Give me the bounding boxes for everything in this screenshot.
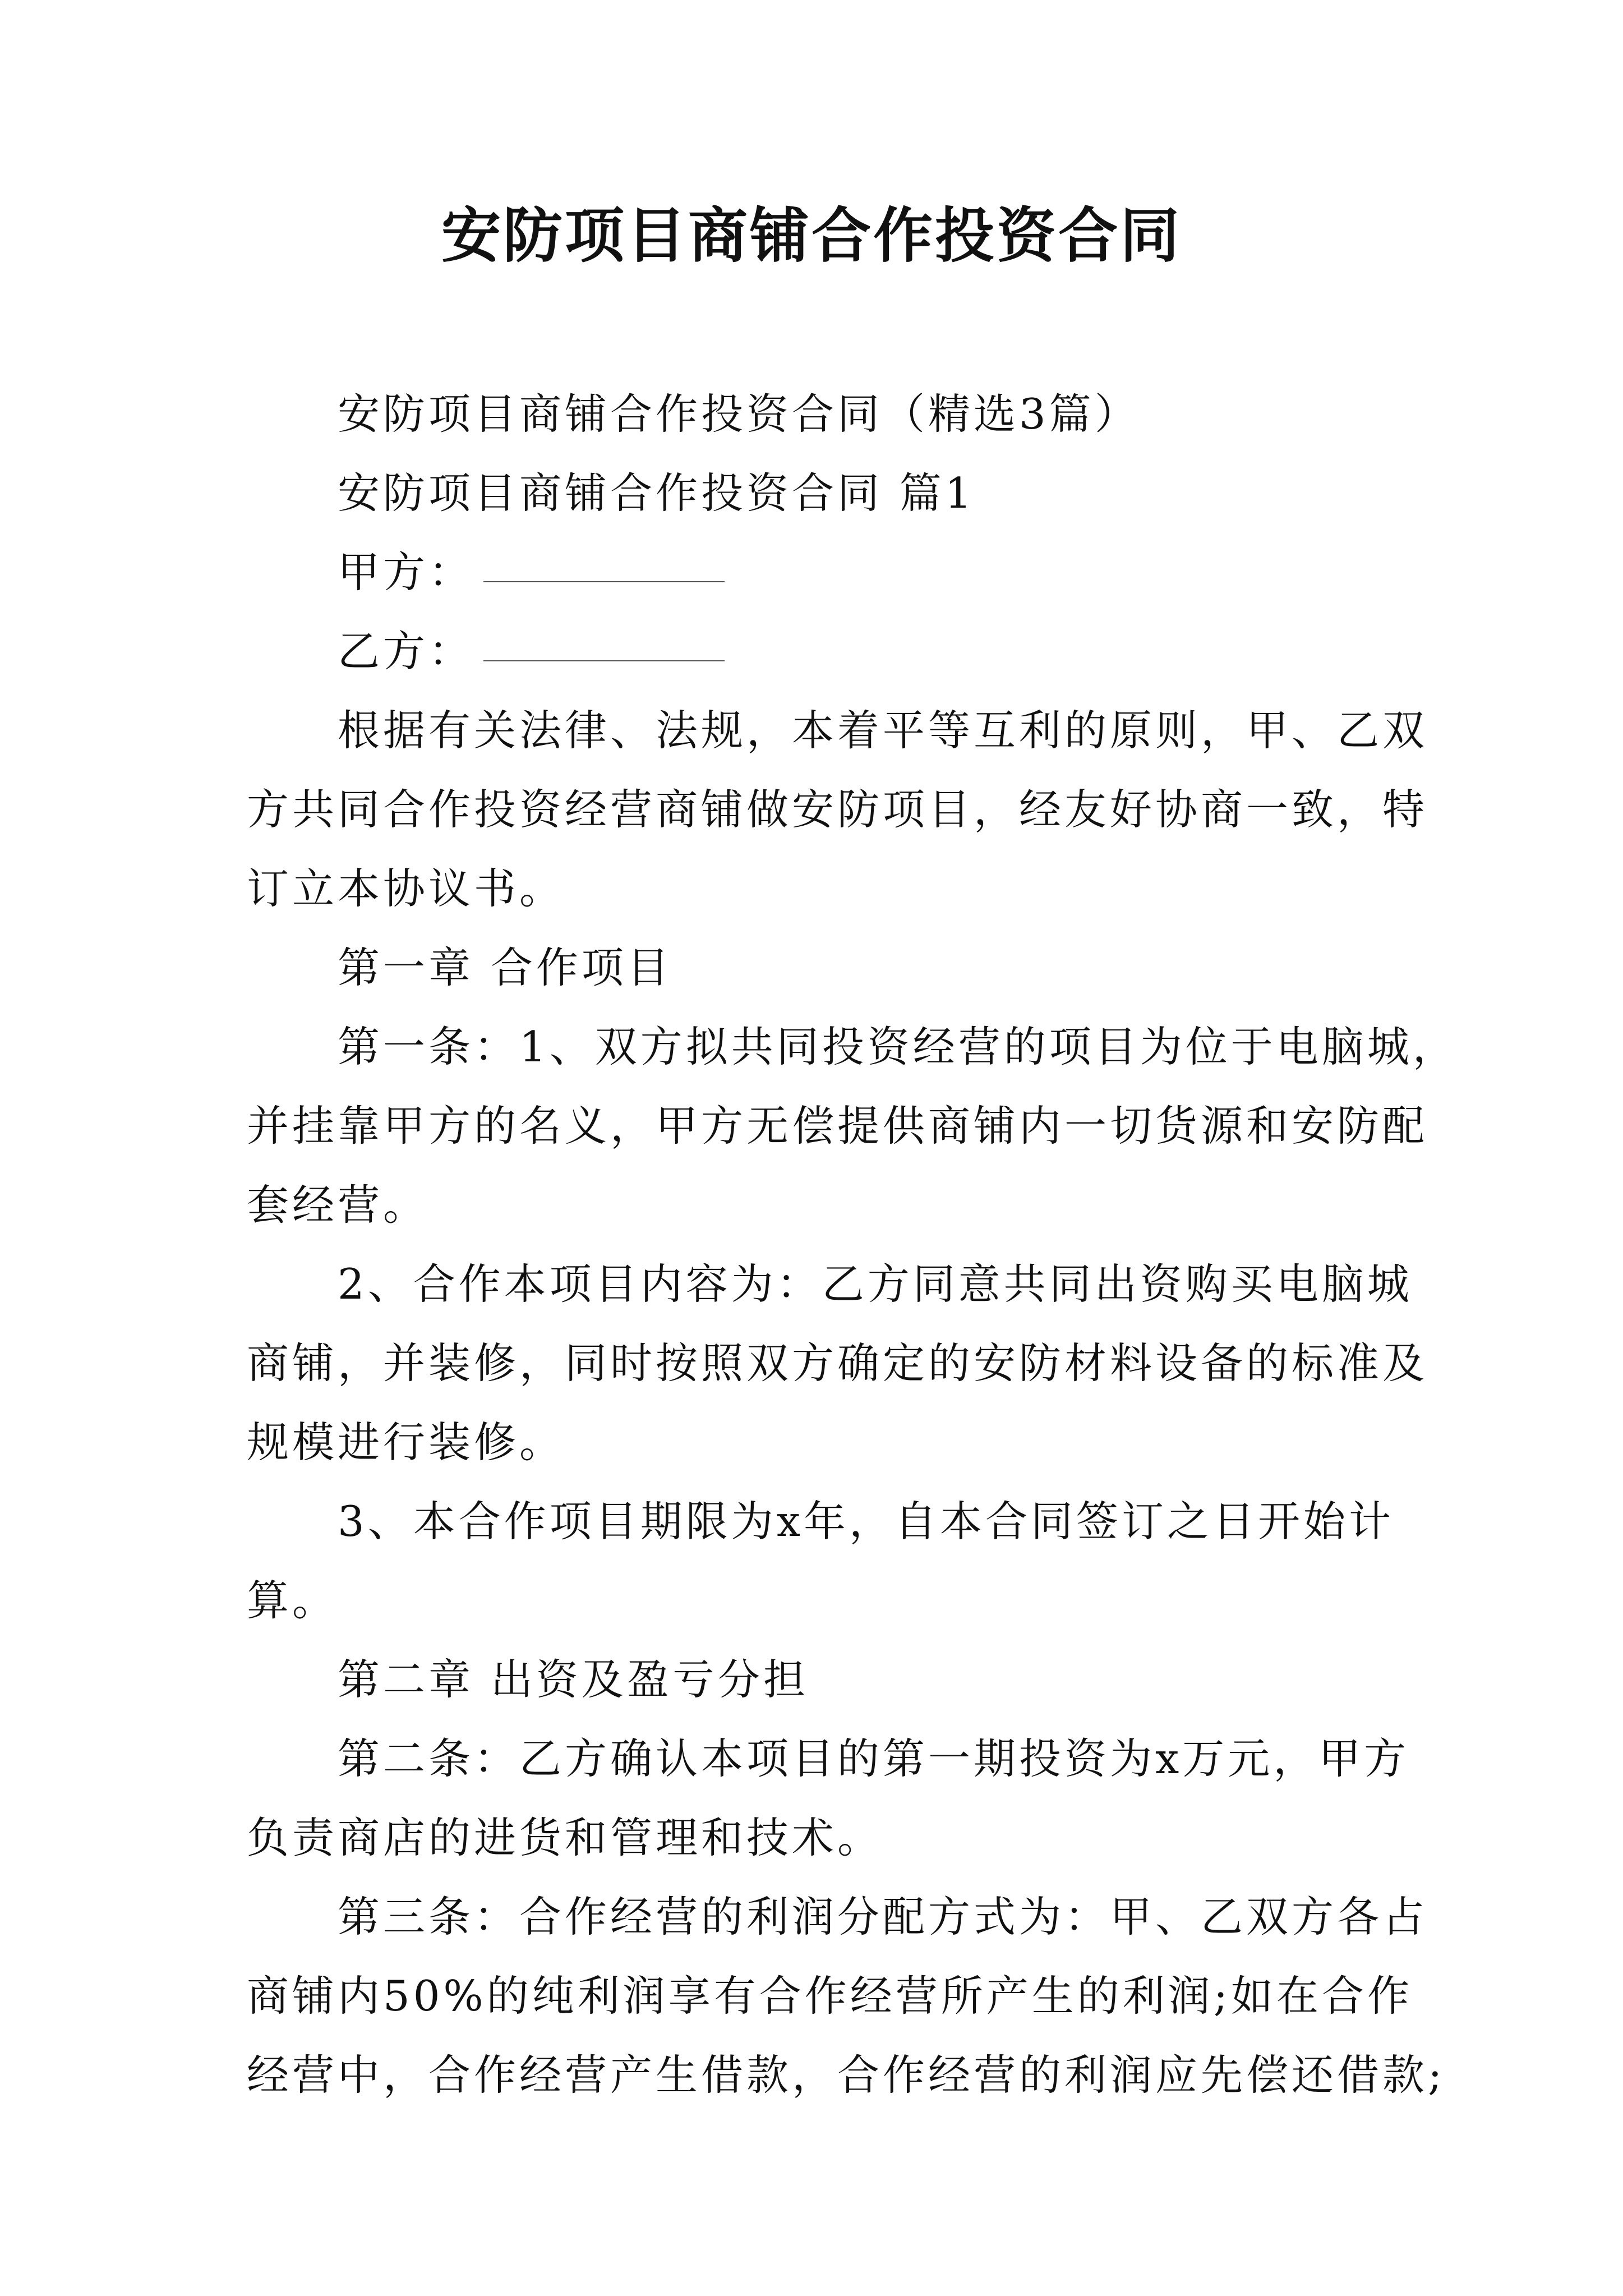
party-b-blank	[483, 660, 725, 661]
text-line: 第二章 出资及盈亏分担	[338, 1655, 809, 1704]
document-body	[247, 375, 1458, 2115]
text-line: 套经营。	[247, 1180, 429, 1230]
document-title: 安防项目商铺合作投资合同	[441, 200, 1182, 270]
text-line: 第二条：乙方确认本项目的第一期投资为x万元，甲方	[338, 1734, 1410, 1783]
text-line: 规模进行装修。	[247, 1418, 565, 1467]
text-line: 商铺，并装修，同时按照双方确定的安防材料设备的标准及	[247, 1338, 1428, 1388]
text-line: 方共同合作投资经营商铺做安防项目，经友好协商一致，特	[247, 785, 1428, 834]
text-line: 经营中，合作经营产生借款，合作经营的利润应先偿还借款;	[247, 2050, 1446, 2100]
contract-text	[247, 691, 1458, 2115]
text-line: 第三条：合作经营的利润分配方式为：甲、乙双方各占	[338, 1892, 1428, 1941]
party-a-row	[247, 533, 1390, 612]
party-a-blank	[483, 581, 725, 582]
text-line: 2、合作本项目内容为：乙方同意共同出资购买电脑城	[338, 1259, 1413, 1309]
text-line: 第一条：1、双方拟共同投资经营的项目为位于电脑城，	[338, 1022, 1458, 1071]
party-a-label: 甲方：	[338, 547, 474, 597]
text-line: 并挂靠甲方的名义，甲方无偿提供商铺内一切货源和安防配	[247, 1101, 1428, 1151]
text-line: 算。	[247, 1576, 338, 1625]
section-heading: 安防项目商铺合作投资合同 篇1	[338, 468, 975, 518]
text-line: 负责商店的进货和管理和技术。	[247, 1813, 883, 1862]
text-line: 订立本协议书。	[247, 864, 565, 913]
document-subtitle: 安防项目商铺合作投资合同（精选3篇）	[338, 389, 1140, 439]
text-line: 第一章 合作项目	[338, 943, 672, 992]
text-line: 3、本合作项目期限为x年，自本合同签订之日开始计	[338, 1497, 1395, 1546]
party-b-label: 乙方：	[338, 627, 474, 676]
text-line: 商铺内50%的纯利润享有合作经营所产生的利润;如在合作	[247, 1971, 1413, 2021]
text-line: 根据有关法律、法规，本着平等互利的原则，甲、乙双	[338, 706, 1428, 755]
party-b-row	[247, 612, 1390, 691]
